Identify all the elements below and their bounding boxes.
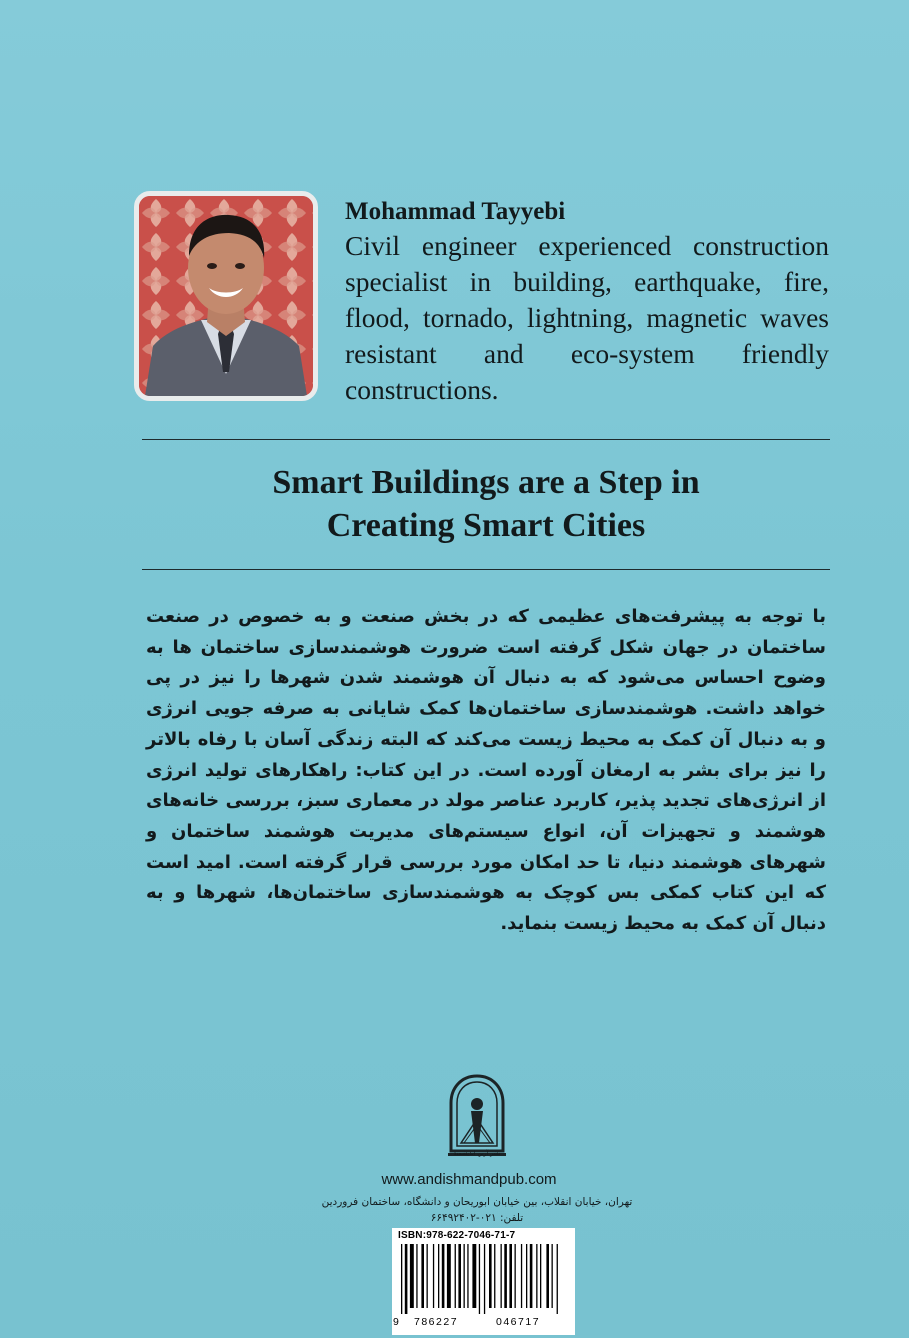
barcode-bar: [447, 1244, 451, 1308]
isbn-barcode: [392, 1228, 575, 1335]
barcode-digits-left: 786227: [414, 1316, 459, 1328]
barcode-bar: [405, 1244, 408, 1314]
barcode-bar: [489, 1244, 492, 1308]
barcode-bar: [536, 1244, 537, 1308]
barcode-bar: [438, 1244, 439, 1308]
barcode-bar: [515, 1244, 516, 1308]
book-description: با توجه به پیشرفت‌های عظیمی که در بخش صنعت و به خصوص در صنعت ساختمان در جهان شکل گرفته است ضرورت هوشمندسازی ساختمان ها به وضوح احساس می‌شود که به دنبال آن هوشمند شدن شهرها را نیز در پی خواهد داشت. هوشمندسازی ساختمان‌ها کمک شایانی به صرفه جویی انرژی و به دنبال آن کمک به محیط زیست می‌کند که البته زندگی آسان با رفاه بالاتر را نیز برای بشر به ارمغان آورده است. در این کتاب: راهکارهای تولید انرژی از انرژی‌های تجدید پذیر، کاربرد عناصر مولد در معماری سبز، بررسی خانه‌های هوشمند و تجهیزات آن، انواع سیستم‌های مدیریت هوشمند ساختمان و شهرهای هوشمند دنیا، تا حد امکان مورد بررسی قرار گرفته است. امید است که این کتاب کمکی بس کوچک به هوشمندسازی ساختمان‌ها، شهرها و به دنبال آن کمک به محیط زیست بنماید.: [146, 606, 826, 935]
barcode-bar: [552, 1244, 553, 1308]
barcode-bar: [526, 1244, 527, 1308]
barcode-bar: [467, 1244, 468, 1308]
barcode-digits-right: 046717: [496, 1316, 541, 1328]
book-title-line-2: Creating Smart Cities: [326, 507, 646, 544]
publisher-website: www.andishmandpub.com: [381, 1171, 557, 1188]
barcode-bar: [427, 1244, 428, 1308]
barcode-bar: [455, 1244, 456, 1308]
barcode-bar: [504, 1244, 507, 1308]
barcode-bar: [530, 1244, 533, 1308]
barcode-bar: [494, 1244, 495, 1308]
divider-top: [142, 439, 830, 440]
barcode-bar: [433, 1244, 434, 1308]
barcode-bar: [521, 1244, 522, 1308]
barcode-bar: [540, 1244, 541, 1308]
publisher-phone: تلفن: ۰۲۱-۶۶۴۹۲۴۰۲: [430, 1212, 524, 1224]
author-bio: Civil engineer experienced construction specialist in building, earthquake, fire, flood, tornado, lightning, magnetic waves resistant and eco-system friendly constructions.: [345, 230, 829, 405]
isbn-number: ISBN:978-622-7046-71-7: [398, 1230, 516, 1241]
barcode-bars: [398, 1244, 570, 1314]
barcode-bar: [464, 1244, 465, 1308]
barcode-bar: [401, 1244, 402, 1314]
barcode-bar: [410, 1244, 414, 1308]
barcode-bar: [557, 1244, 558, 1314]
barcode-bar: [442, 1244, 445, 1308]
book-title: [142, 461, 830, 547]
author-portrait-image: [139, 196, 313, 396]
divider-bottom: [142, 569, 830, 570]
barcode-digit-first: 9: [393, 1316, 399, 1328]
barcode-bar: [546, 1244, 549, 1308]
barcode-digits: [392, 1316, 575, 1330]
barcode-bar: [509, 1244, 512, 1308]
barcode-bar: [416, 1244, 417, 1308]
barcode-bar: [501, 1244, 502, 1308]
barcode-bar: [458, 1244, 461, 1308]
barcode-bar: [479, 1244, 480, 1314]
author-name: Mohammad Tayyebi: [345, 198, 566, 225]
barcode-bar: [421, 1244, 424, 1308]
barcode-bar: [484, 1244, 485, 1314]
barcode-bar: [472, 1244, 476, 1308]
publisher-address: تهران، خیابان انقلاب، بین خیابان ابوریحان و دانشگاه، ساختمان فروردین: [321, 1196, 633, 1208]
author-photo: [134, 191, 318, 401]
book-title-line-1: Smart Buildings are a Step in: [272, 464, 700, 501]
publisher-name: نشر آرین اندیشمند: [453, 1150, 501, 1157]
